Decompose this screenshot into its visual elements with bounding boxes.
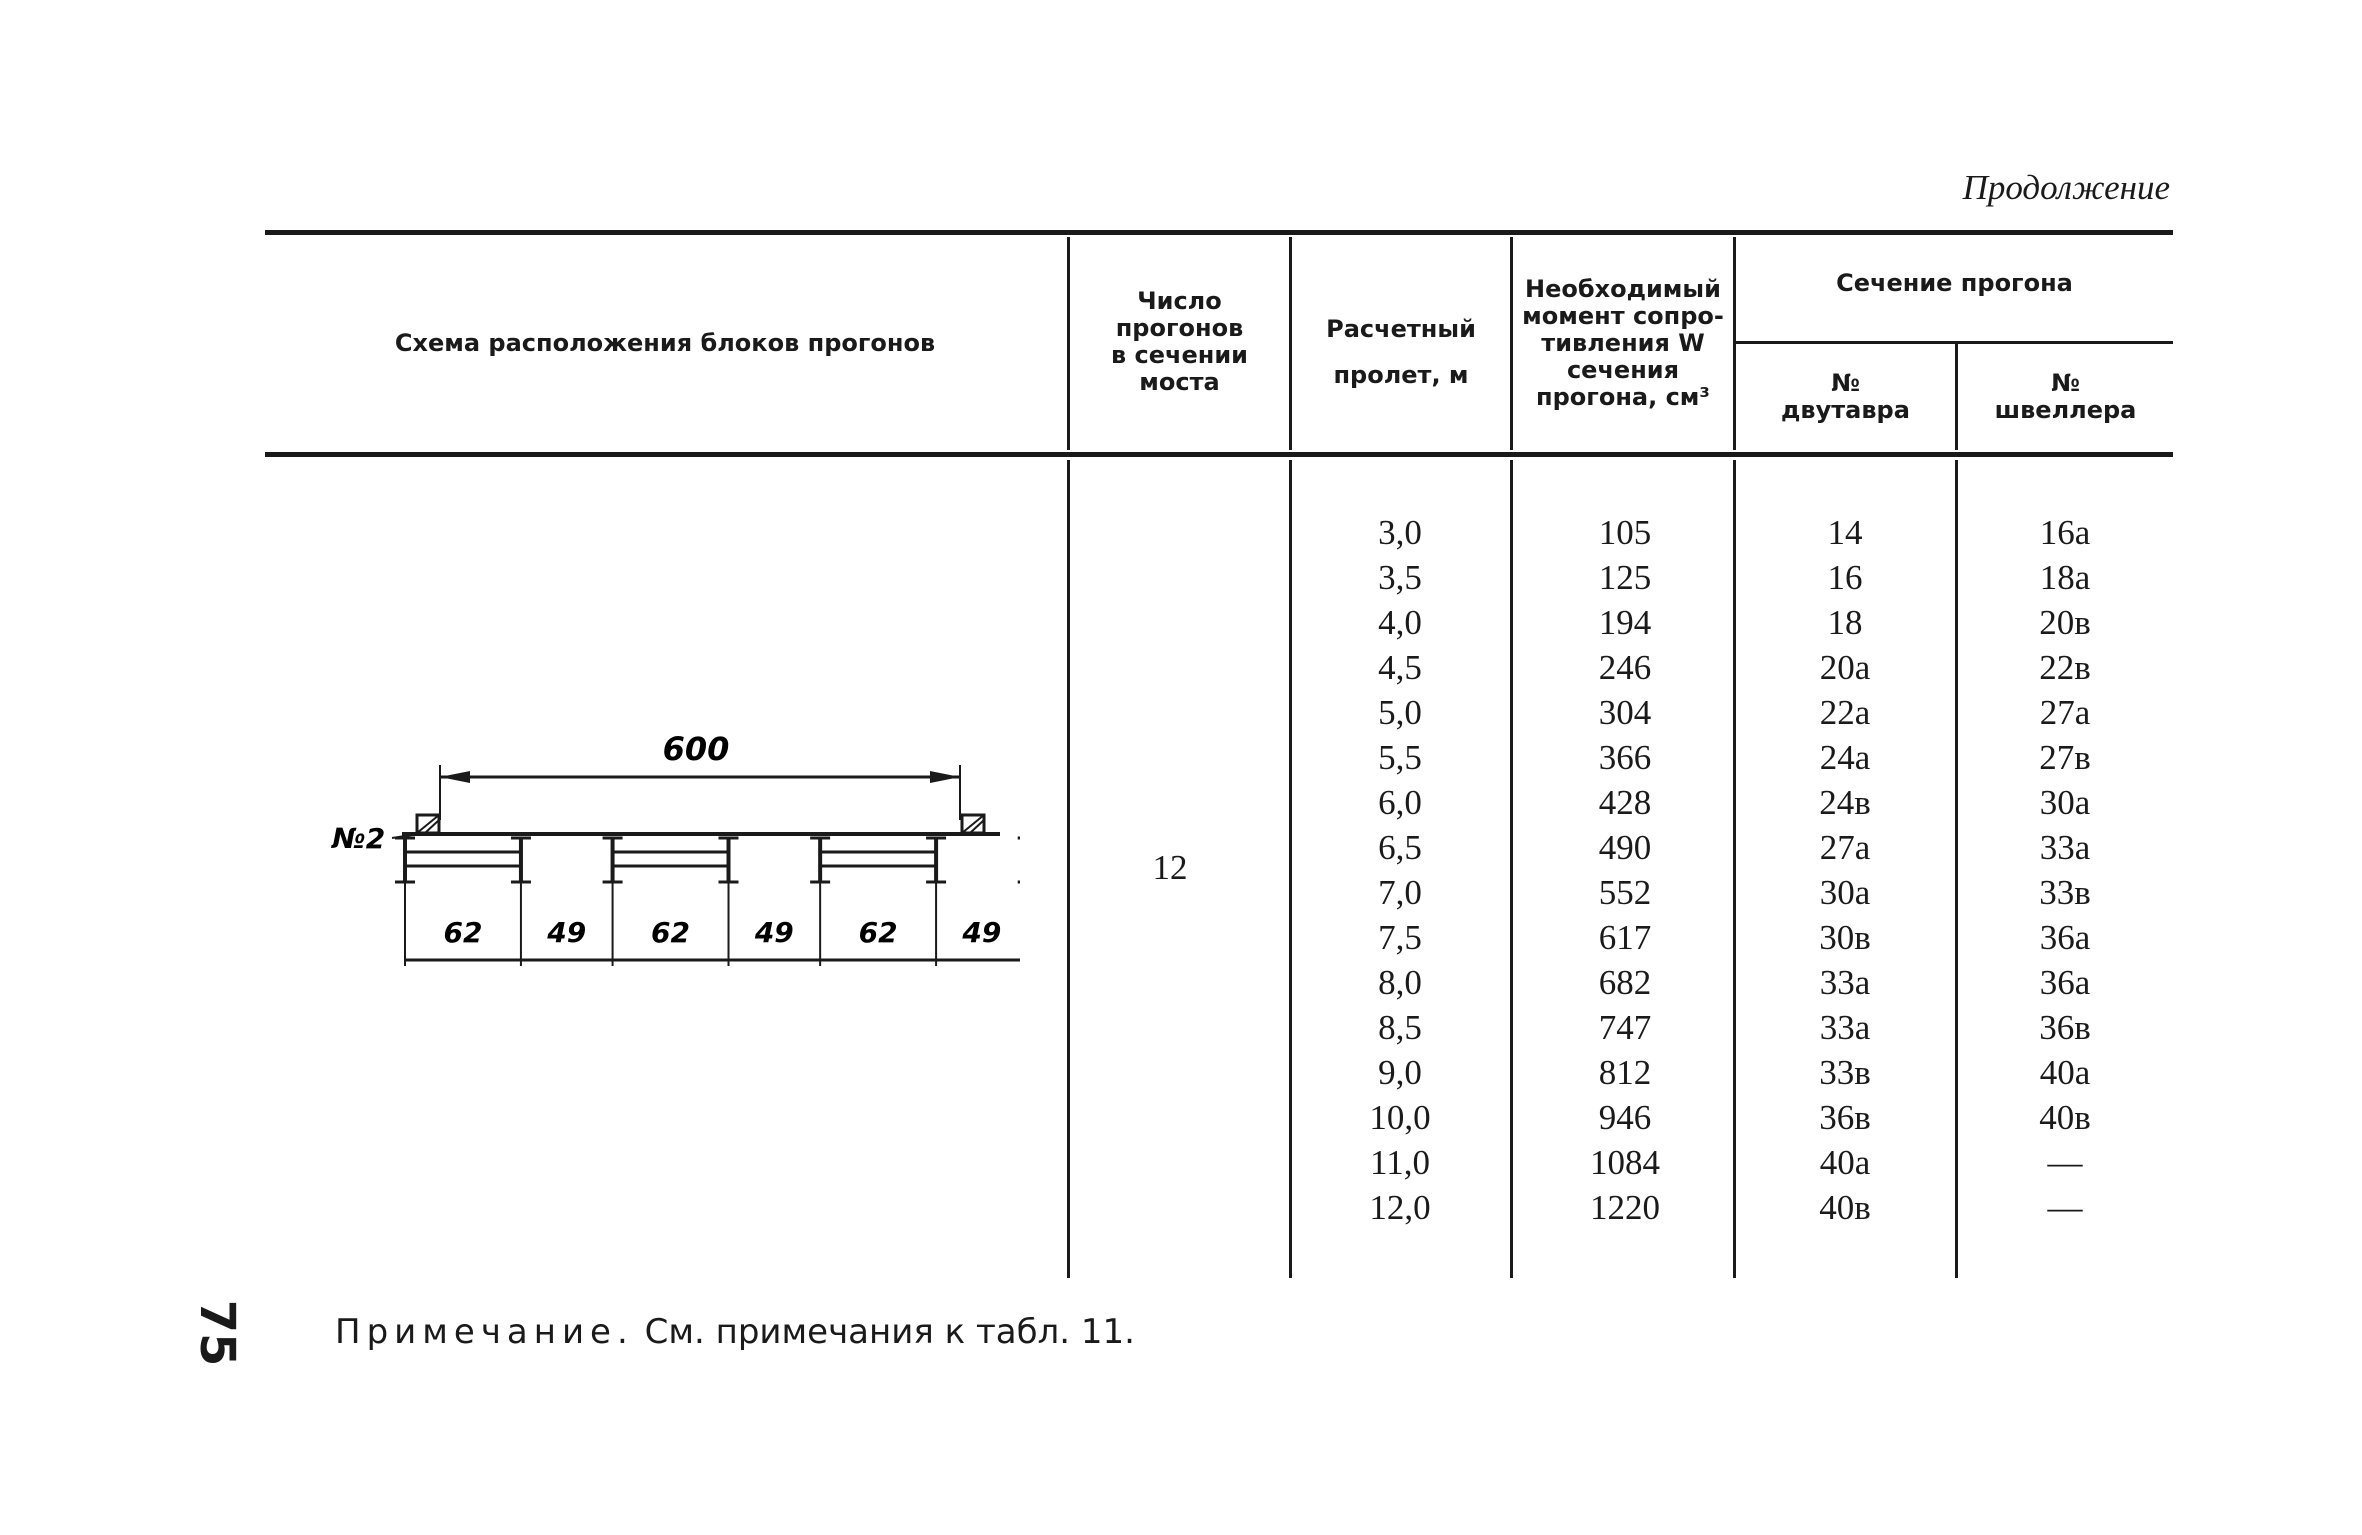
moment-cell: 366 xyxy=(1598,738,1652,777)
header-ibeam: № двутавра xyxy=(1781,369,1910,424)
side-label: №2 xyxy=(332,822,386,855)
footnote-lead: Примечание. xyxy=(335,1312,634,1352)
span-cell: 10,0 xyxy=(1369,1098,1431,1137)
span-cell: 7,5 xyxy=(1378,918,1422,957)
header-span: Расчетный пролет, м xyxy=(1326,315,1476,389)
ibeam-cell: 20а xyxy=(1819,648,1871,687)
span-cell: 3,0 xyxy=(1378,513,1422,552)
moment-cell: 617 xyxy=(1598,918,1652,957)
channel-cell: 27а xyxy=(2039,693,2091,732)
moment-cell: 194 xyxy=(1598,603,1652,642)
purlin-scheme-diagram xyxy=(320,720,1020,980)
spacing-label: 62 xyxy=(443,916,483,949)
ibeam-cell: 24в xyxy=(1819,783,1871,822)
span-cell: 3,5 xyxy=(1378,558,1422,597)
span-cell: 5,0 xyxy=(1378,693,1422,732)
channel-cell: 30а xyxy=(2039,783,2091,822)
channel-column xyxy=(1965,510,2165,1230)
ibeam-mark xyxy=(1018,838,1020,882)
span-cell: 4,5 xyxy=(1378,648,1422,687)
channel-cell: 16а xyxy=(2039,513,2091,552)
span-cell: 12,0 xyxy=(1369,1188,1431,1227)
ibeam-cell: 27а xyxy=(1819,828,1871,867)
moment-cell: 812 xyxy=(1598,1053,1652,1092)
ibeam-mark xyxy=(395,838,415,882)
spacing-label: 62 xyxy=(651,916,691,949)
moment-cell: 1220 xyxy=(1590,1188,1660,1227)
channel-cell: 33в xyxy=(2039,873,2091,912)
header-bottom-rule xyxy=(265,452,2173,457)
moment-cell: 946 xyxy=(1598,1098,1652,1137)
span-cell: 11,0 xyxy=(1370,1143,1430,1182)
ibeam-cell: 30а xyxy=(1819,873,1871,912)
body-divider-4 xyxy=(1733,460,1736,1278)
spacing-label: 49 xyxy=(547,916,587,949)
channel-cell: 40в xyxy=(2039,1098,2091,1137)
ibeam-cell: 40в xyxy=(1819,1188,1871,1227)
moment-cell: 490 xyxy=(1598,828,1652,867)
spacing-label: 62 xyxy=(858,916,898,949)
span-cell: 6,0 xyxy=(1378,783,1422,822)
bridge-count: 12 xyxy=(1152,848,1188,887)
moment-cell: 428 xyxy=(1598,783,1652,822)
ibeam-cell: 30в xyxy=(1819,918,1871,957)
span-label: 600 xyxy=(662,730,730,768)
ibeam-cell: 18 xyxy=(1827,603,1863,642)
header-count: Число прогонов в сечении моста xyxy=(1110,287,1248,396)
purlin-beams xyxy=(395,838,1020,882)
continuation-label: Продолжение xyxy=(1962,168,2170,207)
block-bracing xyxy=(613,852,729,866)
span-cell: 6,5 xyxy=(1378,828,1422,867)
channel-cell: 27в xyxy=(2039,738,2091,777)
span-cell: 4,0 xyxy=(1378,603,1422,642)
moment-cell: 1084 xyxy=(1590,1143,1660,1182)
table-top-rule xyxy=(265,230,2173,235)
header-channel: № швеллера xyxy=(1994,369,2137,424)
moment-cell: 125 xyxy=(1598,558,1652,597)
spacing-label: 49 xyxy=(754,916,794,949)
channel-cell: — xyxy=(2047,1143,2083,1182)
header-section: Сечение прогона xyxy=(1836,269,2073,297)
channel-cell: 33а xyxy=(2039,828,2091,867)
channel-cell: 22в xyxy=(2039,648,2091,687)
span-cell: 8,0 xyxy=(1378,963,1422,1002)
section-sub-rule xyxy=(1735,341,2173,344)
ibeam-mark xyxy=(511,838,531,882)
header-scheme: Схема расположения блоков прогонов xyxy=(394,329,936,357)
block-bracing xyxy=(405,852,521,866)
footnote xyxy=(335,1312,1135,1352)
ibeam-cell: 33а xyxy=(1819,1008,1871,1047)
spacing-label: 49 xyxy=(962,916,1002,949)
body-divider-1 xyxy=(1067,460,1070,1278)
moment-cell: 304 xyxy=(1598,693,1652,732)
channel-cell: 18а xyxy=(2039,558,2091,597)
moment-cell: 552 xyxy=(1598,873,1652,912)
channel-cell: 36а xyxy=(2039,963,2091,1002)
span-cell: 9,0 xyxy=(1378,1053,1422,1092)
ibeam-cell: 24а xyxy=(1819,738,1871,777)
ibeam-cell: 33а xyxy=(1819,963,1871,1002)
block-bracing xyxy=(820,852,936,866)
span-cell: 8,5 xyxy=(1378,1008,1422,1047)
body-divider-2 xyxy=(1289,460,1292,1278)
ibeam-mark xyxy=(810,838,830,882)
span-column xyxy=(1300,510,1500,1230)
footnote-text: См. примечания к табл. 11. xyxy=(633,1312,1135,1352)
header-moment: Необходимый момент сопро- тивления W сечения прогона, см³ xyxy=(1522,275,1724,411)
ibeam-column xyxy=(1745,510,1945,1230)
ibeam-cell: 33в xyxy=(1819,1053,1871,1092)
moment-cell: 246 xyxy=(1598,648,1652,687)
ibeam-cell: 22а xyxy=(1819,693,1871,732)
ibeam-mark xyxy=(603,838,623,882)
moment-cell: 747 xyxy=(1598,1008,1652,1047)
moment-cell: 682 xyxy=(1598,963,1652,1002)
body-divider-3 xyxy=(1510,460,1513,1278)
ibeam-cell: 40а xyxy=(1819,1143,1871,1182)
channel-cell: 40а xyxy=(2039,1053,2091,1092)
body-divider-5 xyxy=(1955,460,1958,1278)
ibeam-cell: 16 xyxy=(1827,558,1863,597)
span-cell: 5,5 xyxy=(1378,738,1422,777)
ibeam-cell: 14 xyxy=(1827,513,1863,552)
channel-cell: 36а xyxy=(2039,918,2091,957)
span-cell: 7,0 xyxy=(1378,873,1422,912)
channel-cell: 36в xyxy=(2039,1008,2091,1047)
moment-cell: 105 xyxy=(1598,513,1652,552)
ibeam-cell: 36в xyxy=(1819,1098,1871,1137)
spacing-dimensions xyxy=(405,882,1020,966)
ibeam-mark xyxy=(719,838,739,882)
moment-column xyxy=(1525,510,1725,1230)
channel-cell: — xyxy=(2047,1188,2083,1227)
page-number: 75 xyxy=(189,1299,245,1367)
ibeam-mark xyxy=(926,838,946,882)
channel-cell: 20в xyxy=(2039,603,2091,642)
